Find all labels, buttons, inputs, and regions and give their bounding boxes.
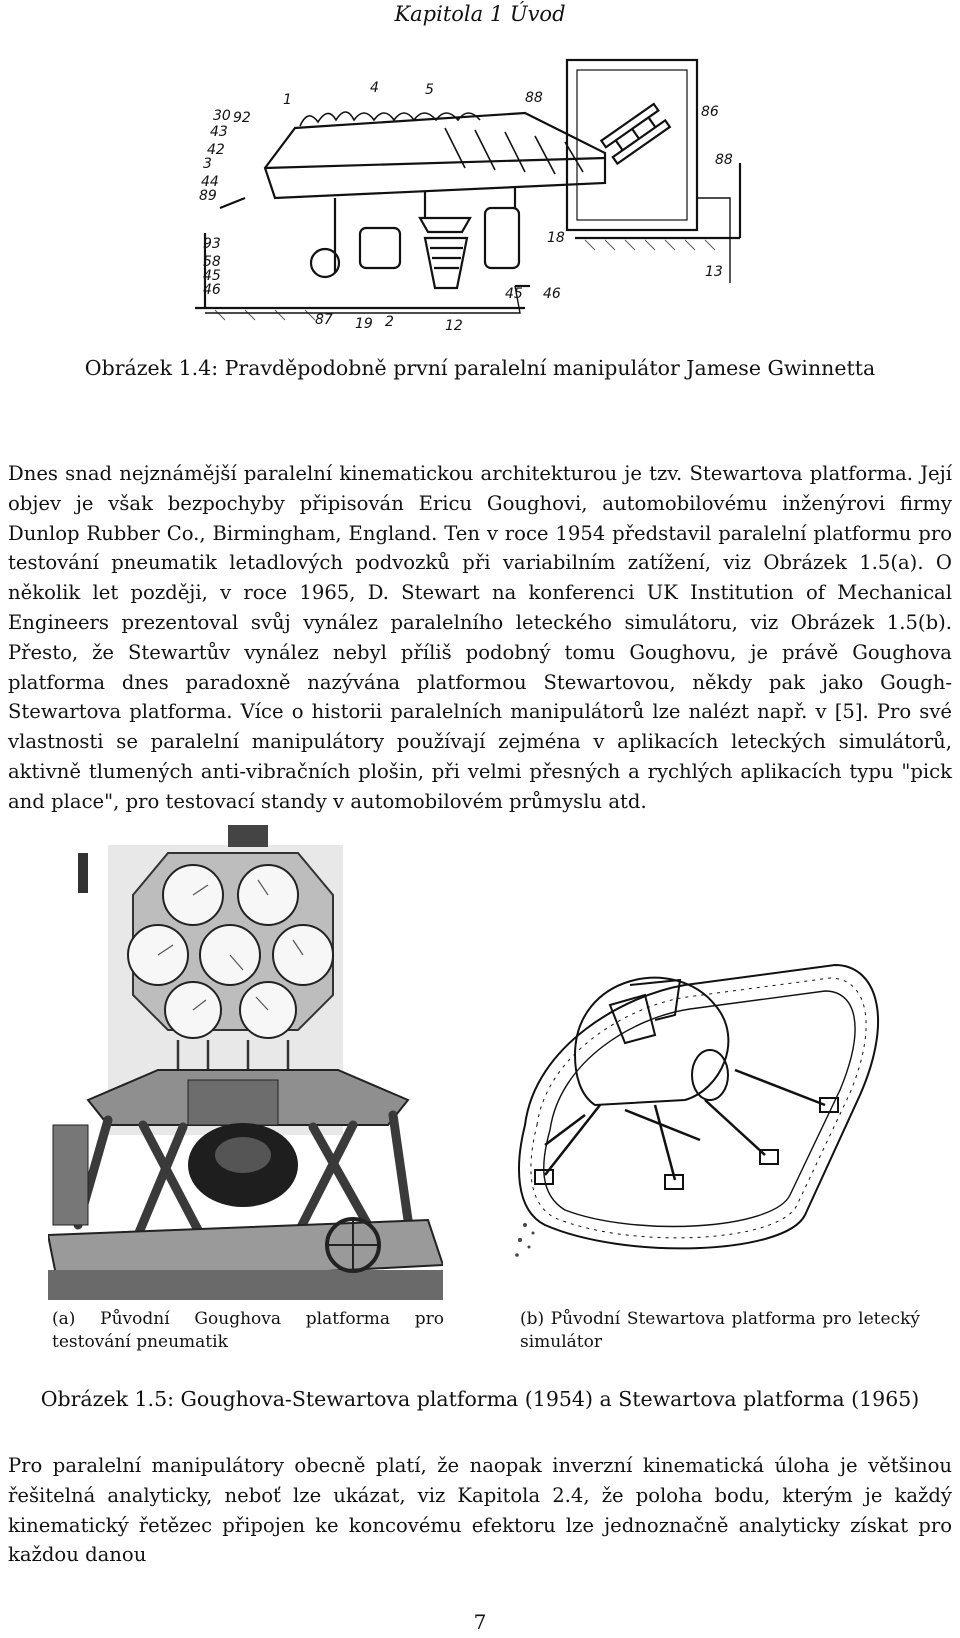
- label-2: 2: [385, 314, 394, 330]
- label-5: 5: [425, 82, 434, 98]
- label-93: 93: [203, 236, 221, 252]
- page-number: 7: [473, 1610, 487, 1634]
- label-13: 13: [705, 264, 723, 280]
- label-58: 58: [203, 254, 221, 270]
- label-45-right: 45: [505, 286, 523, 302]
- label-46: 46: [203, 282, 221, 298]
- label-86: 86: [701, 104, 719, 120]
- label-42: 42: [207, 142, 225, 158]
- stewart-simulator-drawing: [505, 925, 905, 1265]
- label-45: 45: [203, 268, 221, 284]
- paragraph-2: [8, 1451, 952, 1570]
- label-19: 19: [355, 316, 373, 332]
- label-92: 92: [233, 110, 251, 126]
- figure-1-5a-subcaption: (a) Původní Goughova platforma pro testování pneumatik: [52, 1309, 444, 1352]
- label-4: 4: [370, 80, 379, 96]
- running-header: Kapitola 1 Úvod: [394, 2, 566, 26]
- label-30: 30: [213, 108, 231, 124]
- gwinnett-patent-drawing: [185, 58, 745, 333]
- paragraph-1: [8, 459, 952, 817]
- figure-1-5b-subcaption: (b) Původní Stewartova platforma pro letecký simulátor: [520, 1309, 920, 1352]
- label-44: 44: [201, 174, 219, 190]
- label-43: 43: [210, 124, 228, 140]
- label-1: 1: [283, 92, 292, 108]
- label-88-right: 88: [715, 152, 733, 168]
- label-3: 3: [203, 156, 212, 172]
- label-87: 87: [315, 312, 333, 328]
- label-89: 89: [199, 188, 217, 204]
- label-46-right: 46: [543, 286, 561, 302]
- figure-1-5-caption: Obrázek 1.5: Goughova-Stewartova platforma (1954) a Stewartova platforma (1965): [40, 1387, 920, 1411]
- label-18: 18: [547, 230, 565, 246]
- label-12: 12: [445, 318, 463, 333]
- gough-platform-photo: [48, 825, 443, 1300]
- label-88-top: 88: [525, 90, 543, 106]
- figure-1-4-caption: Obrázek 1.4: Pravděpodobně první paralelní manipulátor Jamese Gwinnetta: [84, 356, 876, 380]
- paragraph-1-text: Dnes snad nejznámější paralelní kinematickou architekturou je tzv. Stewartova platforma. Její objev je však bezpochyby připisován Ericu Goughovi, automobilovému inženýrovi firmy Dunlop Rubber Co., Birmingham, England. Ten v roce 1954 představil paralelní platformu pro testování pneumatik letadlových podvozků při variabilním zatížení, viz Obrázek 1.5(a). O několik let později, v roce 1965, D. Stewart na konferenci UK Institution of Mechanical Engineers prezentoval svůj vynález paralelního leteckého simulátoru, viz Obrázek 1.5(b). Přesto, že Stewartův vynález nebyl příliš podobný tomu Goughovu, je právě Goughova platforma dnes paradoxně nazývána platformou Stewartovou, někdy pak jako Gough-Stewartova platforma. Více o historii paralelních manipulátorů lze nalézt např. v [5]. Pro své vlastnosti se paralelní manipulátory používají zejména v aplikacích leteckých simulátorů, aktivně tlumených anti-vibračních plošin, při velmi přesných a rychlých aplikacích typu "pick and place", pro testovací standy v automobilovém průmyslu atd.: [8, 462, 952, 813]
- paragraph-2-text: Pro paralelní manipulátory obecně platí, že naopak inverzní kinematická úloha je většinou řešitelná analyticky, neboť lze ukázat, viz Kapitola 2.4, že poloha bodu, kterým je každý kinematický řetězec připojen ke koncovému efektoru lze jednoznačně analyticky získat pro každou danou: [8, 1454, 952, 1567]
